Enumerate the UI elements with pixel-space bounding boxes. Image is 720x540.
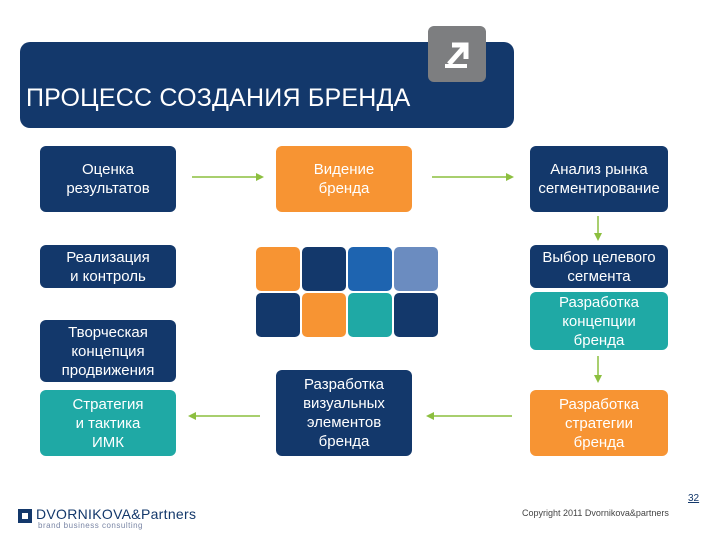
page-title: ПРОЦЕСС СОЗДАНИЯ БРЕНДА xyxy=(26,84,411,112)
box-implementation: Реализация и контроль xyxy=(40,245,176,288)
box-evaluation: Оценка результатов xyxy=(40,146,176,212)
copyright-text: Copyright 2011 Dvornikova&partners xyxy=(522,508,669,518)
box-brand-concept: Разработка концепции бренда xyxy=(530,292,668,350)
page-number[interactable]: 32 xyxy=(688,493,700,504)
box-visual-elements: Разработка визуальных элементов бренда xyxy=(276,370,412,456)
box-target-segment: Выбор целевого сегмента xyxy=(530,245,668,288)
company-tagline: brand business consulting xyxy=(38,521,144,530)
box-vision: Видение бренда xyxy=(276,146,412,212)
company-name: DVORNIKOVA&Partners xyxy=(36,506,197,522)
box-imc-strategy: Стратегия и тактика ИМК xyxy=(40,390,176,456)
box-creative-concept: Творческая концепция продвижения xyxy=(40,320,176,382)
company-logo-icon xyxy=(18,509,32,528)
box-market-analysis: Анализ рынка сегментирование xyxy=(530,146,668,212)
box-brand-strategy: Разработка стратегии бренда xyxy=(530,390,668,456)
